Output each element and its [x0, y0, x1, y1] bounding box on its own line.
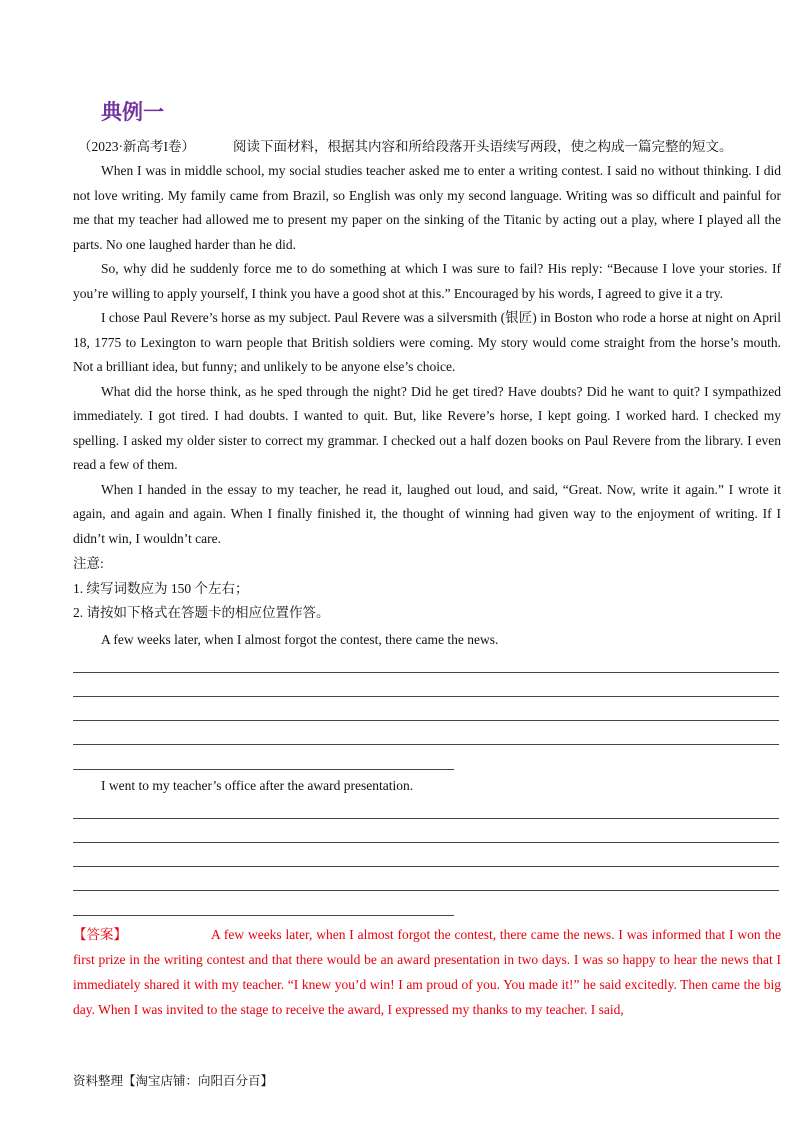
writing-line[interactable] [73, 769, 454, 770]
reading-passage [73, 159, 781, 551]
passage-paragraph: I chose Paul Revere’s horse as my subject. Paul Revere was a silversmith (银匠) in Boston who rode a horse at night on April 18, 1775 to Lexington to warn people that British soldiers were coming. My story would come straight from the horse’s mouth. Not a brilliant idea, but funny; and unlikely to be anyone else’s choice. [73, 310, 781, 374]
notes-title: 注意: [73, 556, 104, 571]
note-item: 2. 请按如下格式在答题卡的相应位置作答。 [73, 605, 330, 620]
page-title: 典例一 [101, 100, 164, 124]
passage-paragraph: When I handed in the essay to my teacher, he read it, laughed out loud, and said, “Great. Now, write it again.” I wrote it again, and again and again. When I finally finished it, the thought of winning had given way to the enjoyment of writing. If I didn’t win, I wouldn’t care. [73, 481, 781, 546]
answer-section [73, 922, 781, 1022]
answer-label: 【答案】 [73, 927, 127, 942]
writing-line[interactable] [73, 915, 454, 916]
writing-line[interactable] [73, 696, 779, 697]
writing-line[interactable] [73, 672, 779, 673]
writing-line[interactable] [73, 842, 779, 843]
source-line [78, 135, 733, 155]
note-item: 1. 续写词数应为 150 个左右； [73, 580, 249, 596]
answer-text: A few weeks later, when I almost forgot the contest, there came the news. I was informed that I won the first prize in the writing contest and that there would be an award presentation in two days. I was so happy to hear the news that I immediately shared it with my teacher. “I knew you’d win! I am proud of you. You made it!” he said excitedly. Then came the big day. When I was invited to the stage to receive the award, I expressed my thanks to my teacher. I said, [73, 927, 781, 1017]
footer-note: 资料整理【淘宝店铺：向阳百分百】 [73, 1073, 274, 1088]
notes-section [73, 552, 330, 626]
writing-line[interactable] [73, 866, 779, 867]
continuation-prompt-2: I went to my teacher’s office after the award presentation. [101, 778, 414, 793]
source-tag: （2023·新高考I卷） [78, 139, 195, 154]
writing-line[interactable] [73, 744, 779, 745]
writing-line[interactable] [73, 890, 779, 891]
passage-paragraph: So, why did he suddenly force me to do something at which I was sure to fail? His reply: “Because I love your stories. If you’re willing to apply yourself, I think you have a good shot at this.” Encouraged by his words, I agreed to give it a try. [73, 261, 781, 301]
passage-paragraph: What did the horse think, as he sped through the night? Did he get tired? Have doubts? Did he want to quit? I sympathized immediately. I got tired. I had doubts. I wanted to quit. But, like Revere’s horse, I kept going. I worked hard. I checked my spelling. I asked my older sister to correct my grammar. I checked out a half dozen books on Paul Revere from the library. I even read a few of them. [73, 383, 781, 472]
writing-line[interactable] [73, 818, 779, 819]
task-instruction: 阅读下面材料，根据其内容和所给段落开头语续写两段，使之构成一篇完整的短文。 [233, 139, 733, 154]
writing-line[interactable] [73, 720, 779, 721]
continuation-prompt-1: A few weeks later, when I almost forgot the contest, there came the news. [101, 632, 499, 647]
passage-paragraph: When I was in middle school, my social studies teacher asked me to enter a writing contest. I said no without thinking. I did not love writing. My family came from Brazil, so English was only my second language. Writing was so difficult and painful for me that my teacher had allowed me to present my paper on the sinking of the Titanic by acting out a play, where I played all the parts. No one laughed harder than he did. [73, 163, 781, 252]
